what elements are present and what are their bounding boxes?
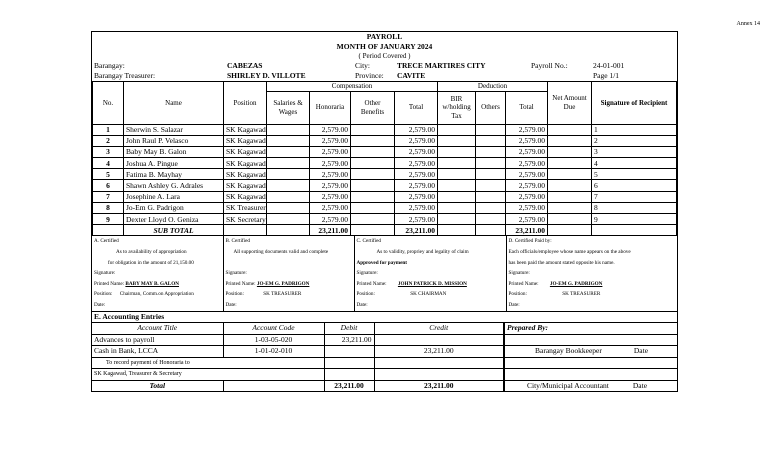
entry-debit: 23,211.00 [324,334,374,346]
cell-no: 2 [93,135,124,146]
cell-position: SK Kagawad [224,169,267,180]
payroll-sheet [91,31,678,392]
cell-others [476,146,506,157]
cell-net [548,191,592,202]
cell-ded-total: 2,579.00 [506,169,548,180]
col-other-benefits: Other Benefits [351,91,395,124]
cell-total: 2,579.00 [395,214,438,225]
treasurer-label: Barangay Treasurer: [94,71,156,80]
cell-name: Baby May B. Galon [124,146,224,157]
cell-no: 3 [93,146,124,157]
col-total: Total [395,91,438,124]
cell-sig: 1 [592,124,677,135]
cell-honoraria: 2,579.00 [310,158,351,169]
cell-net [548,158,592,169]
cell-name: Shawn Ashley G. Adrales [124,180,224,191]
entry-title: Advances to payroll [92,334,223,346]
cell-sig: 9 [592,214,677,225]
cell-other [351,124,395,135]
accounting-title: E. Accounting Entries [94,311,165,321]
cell-salaries [267,202,310,213]
cell-no: 8 [93,202,124,213]
table-row [93,146,677,157]
cell-position: SK Kagawad [224,158,267,169]
col-debit: Debit [324,323,374,335]
cell-honoraria: 2,579.00 [310,191,351,202]
cell-bir [438,146,476,157]
accountant-label: City/Municipal Accountant [527,380,609,390]
col-account-code: Account Code [223,323,324,335]
annex-label: Annex 14 [736,21,760,27]
entry-credit: 23,211.00 [374,346,504,358]
table-row [93,158,677,169]
cell-total: 2,579.00 [395,124,438,135]
cell-honoraria: 2,579.00 [310,124,351,135]
table-row [93,169,677,180]
cert-d: D. Certified Paid by: Each officials/employee whose name appears on the above has been paid the amount stated opposite his name. Signature: Printed Name: JO-EM G. PADRIGON Position: SK TREASURER Date: [508,238,631,308]
cell-ded-total: 2,579.00 [506,180,548,191]
cell-others [476,191,506,202]
cert-c: C. Certified As to validity, propriey and legality of claim Approved for payment Signature: Printed Name: JOHN PATRICK D. MISSION Position: SK CHAIRMAN Date: [354,236,506,310]
cell-name: Josephine A. Lara [124,191,224,202]
cell-net [548,135,592,146]
cell-total: 2,579.00 [395,146,438,157]
bookkeeper-label: Barangay Bookkeeper [535,346,602,356]
col-name: Name [124,82,224,125]
cell-bir [438,214,476,225]
cell-total: 2,579.00 [395,180,438,191]
table-row [93,202,677,213]
cell-name: Jo-Em G. Padrigon [124,202,224,213]
cell-others [476,135,506,146]
cell-name: Joshua A. Pingue [124,158,224,169]
col-signature: Signature of Recipient [592,82,677,125]
cell-salaries [267,124,310,135]
table-row [93,180,677,191]
col-credit: Credit [374,323,504,335]
subtotal-ded-total: 23,211.00 [506,225,548,236]
cell-net [548,180,592,191]
period-covered: ( Period Covered ) [358,52,411,60]
col-ded-total: Total [506,91,548,124]
cell-ded-total: 2,579.00 [506,135,548,146]
cell-total: 2,579.00 [395,202,438,213]
cell-bir [438,169,476,180]
cell-net [548,214,592,225]
payroll-no-value: 24-01-001 [593,61,625,70]
cell-salaries [267,180,310,191]
cell-total: 2,579.00 [395,191,438,202]
cell-position: SK Treasurer [224,202,267,213]
city-label: City: [355,61,371,70]
province-value: CAVITE [397,71,426,80]
cell-ded-total: 2,579.00 [506,191,548,202]
cell-position: SK Kagawad [224,191,267,202]
prepared-by: Prepared By: [507,323,549,333]
treasurer-value: SHIRLEY D. VILLOTE [227,71,306,80]
cell-others [476,202,506,213]
col-salaries: Salaries & Wages [267,91,310,124]
cell-salaries [267,169,310,180]
cell-total: 2,579.00 [395,135,438,146]
cell-no: 1 [93,124,124,135]
cell-bir [438,202,476,213]
cert-a-printed-name: BABY MAY B. GALON [125,280,180,287]
cert-c-printed-name: JOHN PATRICK D. MISSION [397,280,467,287]
payroll-rows [93,124,677,225]
cell-no: 6 [93,180,124,191]
cell-name: John Raul P. Velasco [124,135,224,146]
cell-no: 5 [93,169,124,180]
cell-bir [438,158,476,169]
total-credit: 23,211.00 [374,380,504,391]
cell-other [351,214,395,225]
subtotal-honoraria: 23,211.00 [310,225,351,236]
cell-net [548,202,592,213]
entry-code: 1-03-05-020 [223,334,324,346]
col-compensation: Compensation [267,82,438,92]
city-value: TRECE MARTIRES CITY [397,61,486,70]
cell-net [548,124,592,135]
total-label: Total [92,380,223,391]
cell-salaries [267,135,310,146]
col-others: Others [476,91,506,124]
table-row [93,214,677,225]
cell-net [548,146,592,157]
cell-total: 2,579.00 [395,169,438,180]
cell-position: SK Secretary [224,214,267,225]
date-label: Date [632,380,648,390]
cell-salaries [267,191,310,202]
entry-title: Cash in Bank, LCCA [92,346,223,358]
cell-other [351,202,395,213]
cell-bir [438,124,476,135]
cell-others [476,158,506,169]
cell-other [351,158,395,169]
cell-position: SK Kagawad [224,180,267,191]
entry-code: 1-01-02-010 [223,346,324,358]
cell-honoraria: 2,579.00 [310,180,351,191]
cell-sig: 2 [592,135,677,146]
entry-memo: To record payment of Honoraria to [92,357,324,369]
cert-d-printed-name: JO-EM G. PADRIGON [549,280,603,287]
subtotal-total: 23,211.00 [395,225,438,236]
cell-others [476,214,506,225]
cell-sig: 4 [592,158,677,169]
cell-total: 2,579.00 [395,158,438,169]
col-honoraria: Honoraria [310,91,351,124]
cell-name: Sherwin S. Salazar [124,124,224,135]
cell-ded-total: 2,579.00 [506,202,548,213]
cell-others [476,124,506,135]
barangay-label: Barangay: [94,61,125,70]
cell-position: SK Kagawad [224,146,267,157]
page-number: Page 1/1 [593,71,620,80]
col-net-amount: Net Amount Due [548,82,592,125]
cell-salaries [267,146,310,157]
cell-salaries [267,158,310,169]
entry-memo: SK Kagawad, Treasurer & Secretary [92,369,324,381]
cell-no: 7 [93,191,124,202]
cell-bir [438,191,476,202]
cert-a: A. Certified As to availability of appropriation for obligation in the amount of 21,150.00 Signature: Printed Name: BABY MAY B. GALON Position: Chairman, Comm.on Appropriation Date: [92,236,223,310]
cell-ded-total: 2,579.00 [506,158,548,169]
subtotal-label: SUB TOTAL [124,225,224,236]
total-debit: 23,211.00 [324,380,374,391]
cell-others [476,169,506,180]
cell-ded-total: 2,579.00 [506,146,548,157]
cell-other [351,191,395,202]
cell-no: 9 [93,214,124,225]
cell-honoraria: 2,579.00 [310,214,351,225]
cell-ded-total: 2,579.00 [506,214,548,225]
cell-other [351,180,395,191]
payroll-month: MONTH OF JANUARY 2024 [336,42,433,51]
cell-sig: 5 [592,169,677,180]
cell-position: SK Kagawad [224,124,267,135]
col-no: No. [93,82,124,125]
cell-salaries [267,214,310,225]
info-table [92,61,677,81]
cell-sig: 7 [592,191,677,202]
col-bir: BIR w/holding Tax [438,91,476,124]
payroll-table [92,81,677,236]
table-row [93,124,677,135]
col-position: Position [224,82,267,125]
accounting-entries [92,311,677,392]
date-label: Date [633,346,649,356]
cell-other [351,169,395,180]
cell-honoraria: 2,579.00 [310,146,351,157]
cell-honoraria: 2,579.00 [310,169,351,180]
payroll-no-label: Payroll No.: [531,61,568,70]
cell-net [548,169,592,180]
col-account-title: Account Title [92,323,223,335]
cell-name: Fatima B. Mayhay [124,169,224,180]
cell-honoraria: 2,579.00 [310,202,351,213]
cell-honoraria: 2,579.00 [310,135,351,146]
certification-section [92,236,677,310]
cell-sig: 3 [592,146,677,157]
cell-sig: 6 [592,180,677,191]
cert-b-printed-name: JO-EM G. PADRIGON [256,280,310,287]
payroll-title: PAYROLL [366,32,403,41]
cell-bir [438,180,476,191]
col-deduction: Deduction [438,82,548,92]
cell-other [351,135,395,146]
cell-position: SK Kagawad [224,135,267,146]
cell-bir [438,135,476,146]
table-row [93,135,677,146]
cell-others [476,180,506,191]
cell-ded-total: 2,579.00 [506,124,548,135]
cell-name: Dexter Lloyd O. Geniza [124,214,224,225]
cert-b: B. Certified All supporting documents valid and complete Signature: Printed Name: JO-EM G. PADRIGON Position: SK TREASURER Date: [223,236,354,310]
barangay-value: CABEZAS [227,61,263,70]
cell-sig: 8 [592,202,677,213]
cell-other [351,146,395,157]
cell-no: 4 [93,158,124,169]
province-label: Province: [355,71,384,80]
table-row [93,191,677,202]
